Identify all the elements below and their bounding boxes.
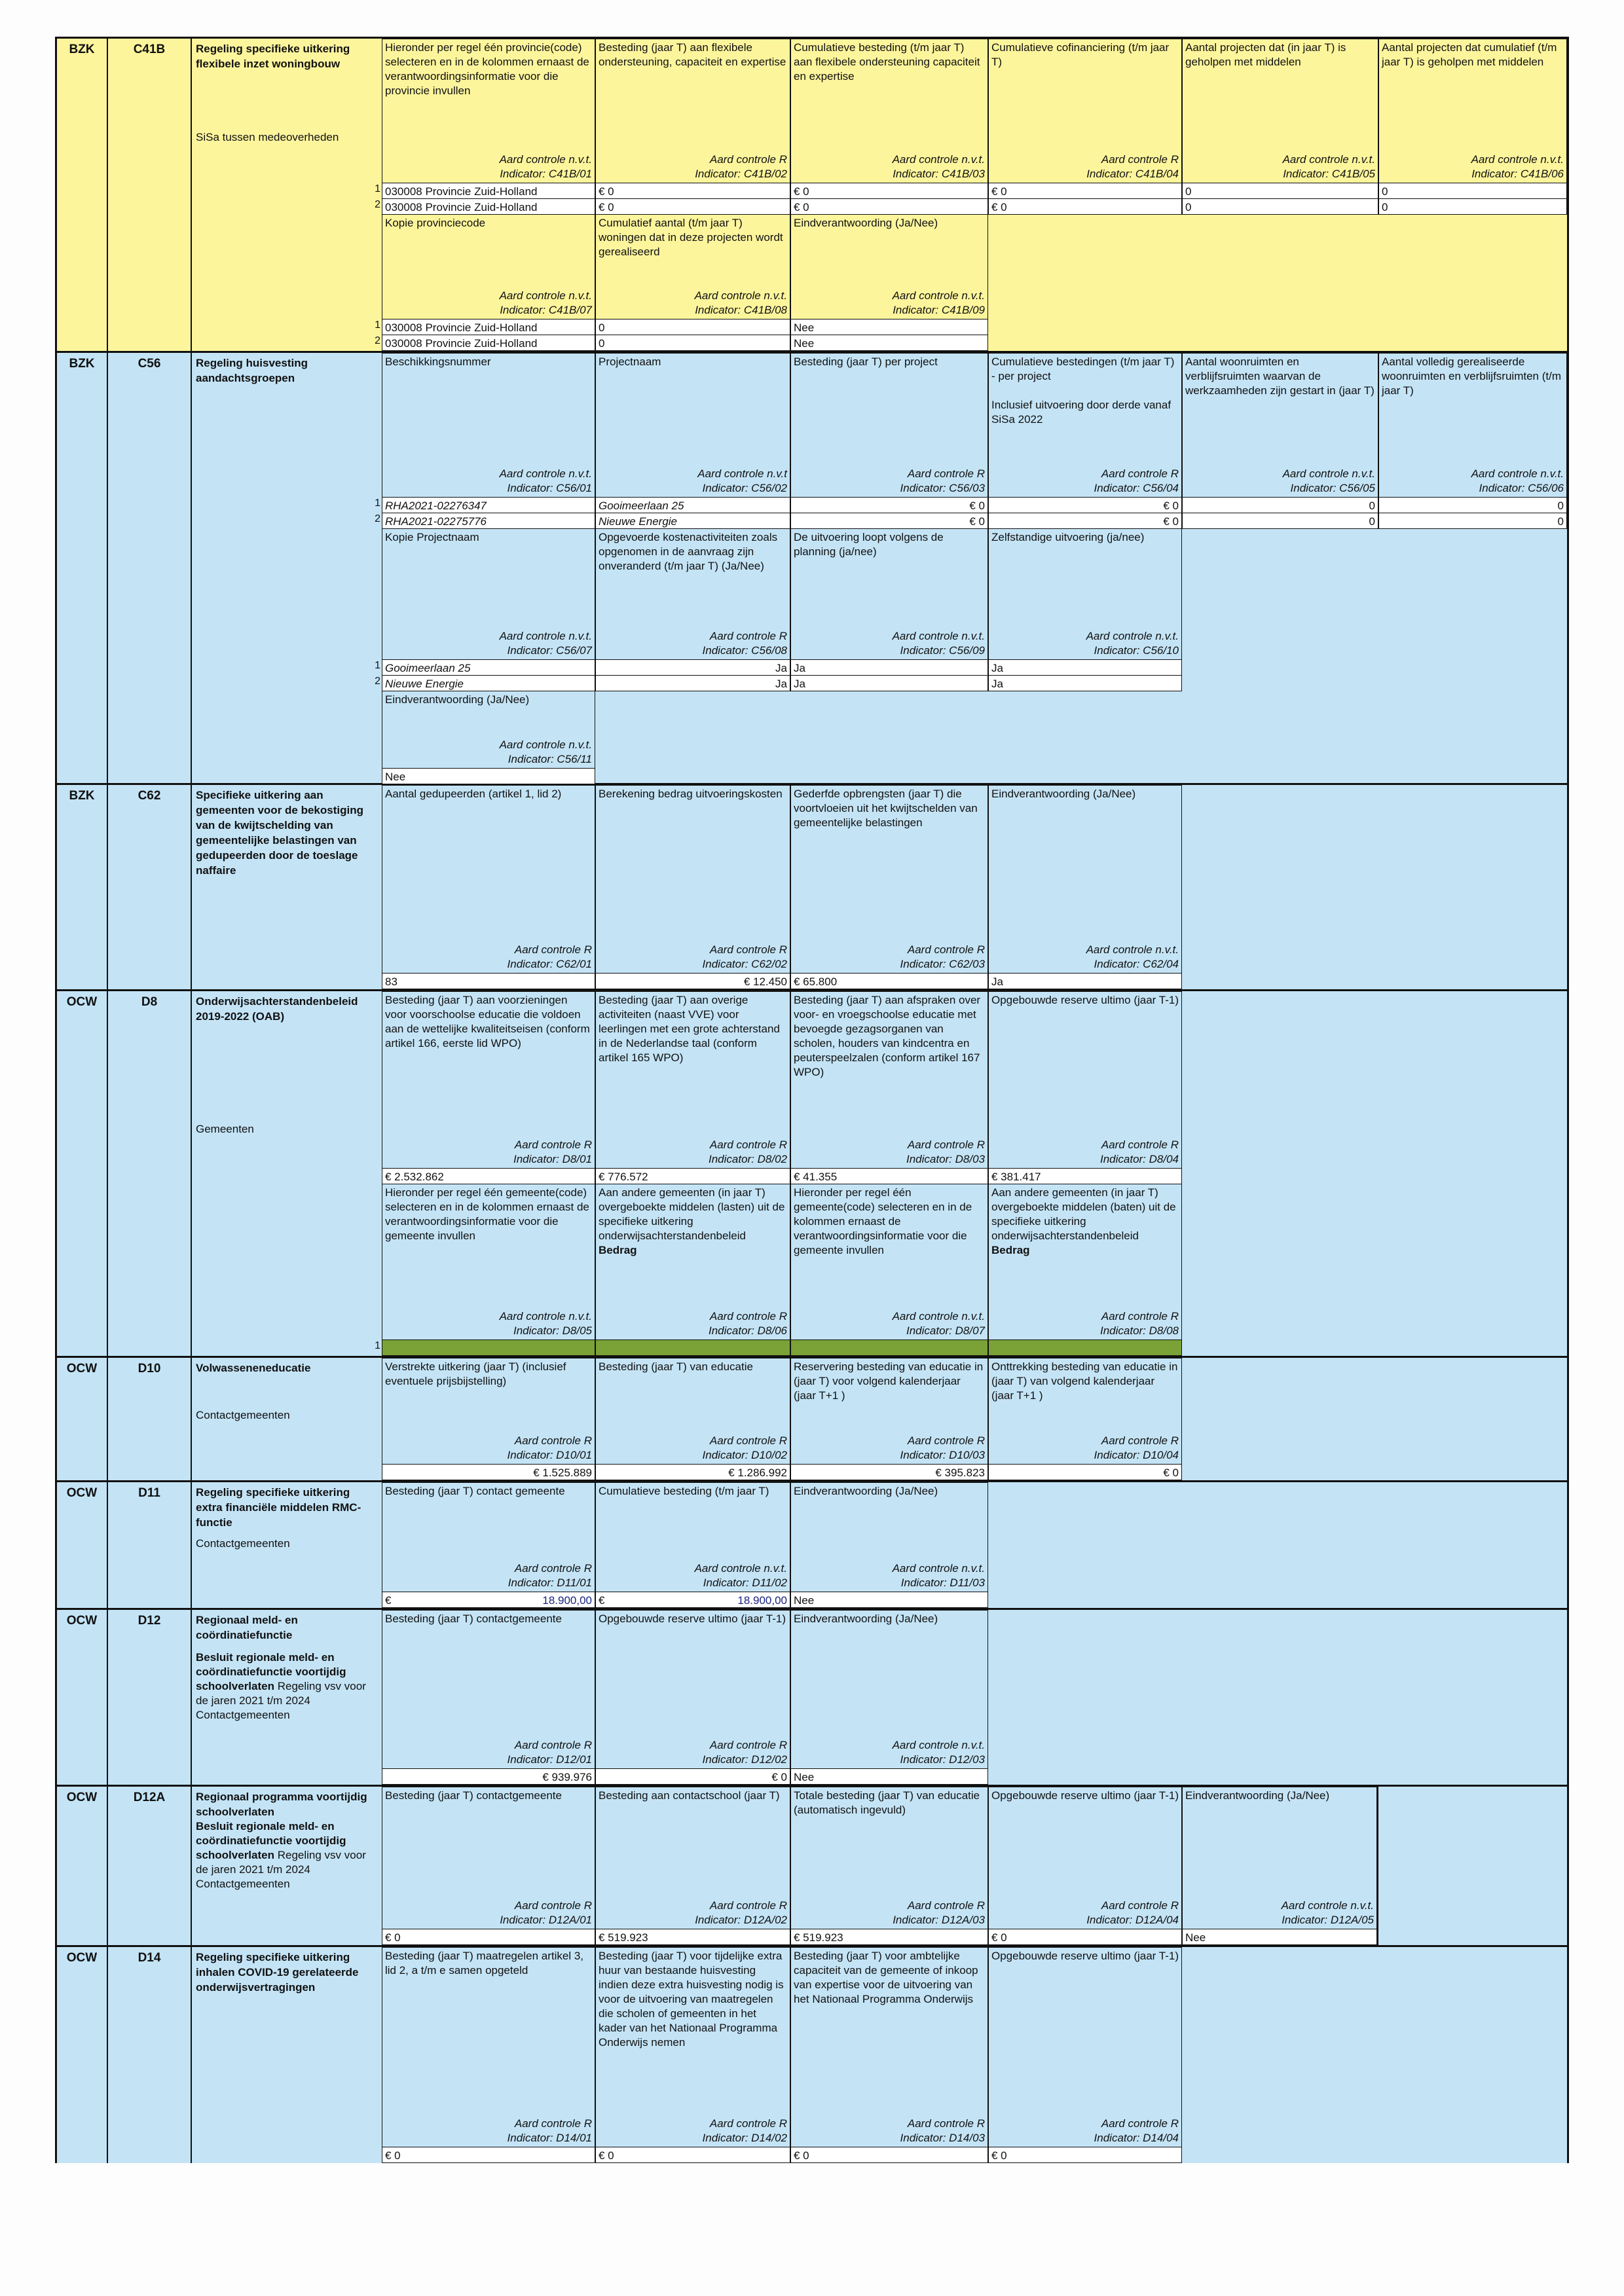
header-label: Kopie Projectnaam bbox=[385, 531, 479, 543]
control-info: Aard controle n.v.t. Indicator: C56/01 bbox=[499, 467, 592, 494]
value-cell[interactable]: € 0 bbox=[988, 198, 1182, 215]
value-cell[interactable]: 0 bbox=[1182, 497, 1378, 513]
header-label: Aantal projecten dat (in jaar T) is geholpen met middelen bbox=[1185, 41, 1346, 68]
column-header bbox=[790, 1787, 988, 1929]
control-info: Aard controle n.v.t. Indicator: C41B/06 bbox=[1471, 153, 1564, 180]
header-label: Besteding (jaar T) aan overige activiteiten (naast VVE) voor leerlingen met een grote achterstand in de Nederlandse taal (conform artikel 165 WPO) bbox=[599, 994, 780, 1064]
column-header bbox=[988, 991, 1182, 1168]
header-label: Gederfde opbrengsten (jaar T) die voortvloeien uit het kwijtschelden van gemeentelijke belastingen bbox=[794, 788, 978, 829]
header-label: Eindverantwoording (Ja/Nee) bbox=[991, 788, 1136, 800]
control-info: Aard controle R Indicator: D8/01 bbox=[513, 1139, 592, 1165]
municipality-select[interactable] bbox=[382, 1339, 595, 1356]
province-copy: 030008 Provincie Zuid-Holland bbox=[382, 319, 595, 335]
value-cell[interactable]: 0 bbox=[595, 335, 790, 351]
value-cell[interactable]: 0 bbox=[1182, 513, 1378, 529]
value-cell[interactable]: € 0 bbox=[382, 1929, 595, 1945]
column-header bbox=[790, 528, 988, 659]
value-cell[interactable]: € 0 bbox=[595, 183, 790, 199]
column-header bbox=[382, 1482, 595, 1592]
regulation-title-block bbox=[192, 1787, 382, 1945]
section-body bbox=[375, 991, 1567, 1356]
regulation-title: Specifieke uitkering aan gemeenten voor de bekostiging van de kwijtschelding van gemeentelijke belastingen van gedupeerden door de toeslage naffaire bbox=[196, 789, 363, 877]
amount: 18.900,00 bbox=[542, 1594, 592, 1607]
section-body bbox=[382, 1947, 1567, 2163]
header-label: Hieronder per regel één gemeente(code) selecteren en in de kolommen ernaast de verantwoordingsinformatie voor die gemeente invullen bbox=[794, 1186, 972, 1256]
column-header bbox=[988, 528, 1182, 659]
section-c41b bbox=[55, 39, 1569, 353]
column-header bbox=[790, 214, 988, 319]
value-cell[interactable]: € 0 bbox=[988, 497, 1182, 513]
regulation-code: C41B bbox=[108, 39, 192, 351]
header-label: Totale besteding (jaar T) van educatie (automatisch ingevuld) bbox=[794, 1789, 980, 1816]
control-info: Aard controle R Indicator: D14/03 bbox=[900, 2117, 985, 2144]
row-number: 1 bbox=[375, 498, 380, 509]
header-label: Cumulatieve besteding (t/m jaar T) bbox=[599, 1485, 769, 1497]
regulation-title-block bbox=[192, 785, 382, 909]
header-label: Aantal gedupeerden (artikel 1, lid 2) bbox=[385, 788, 562, 800]
header-label: Cumulatieve besteding (t/m jaar T) aan flexibele ondersteuning capaciteit en expertise bbox=[794, 41, 980, 82]
value-cell[interactable]: € 2.532.862 bbox=[382, 1168, 595, 1184]
value-cell[interactable]: Ja bbox=[595, 675, 790, 691]
column-header bbox=[382, 1184, 595, 1339]
value-cell: Gooimeerlaan 25 bbox=[382, 659, 595, 676]
value-cell[interactable]: € 65.800 bbox=[790, 973, 988, 989]
row-number: 1 bbox=[375, 183, 380, 194]
regulation-title: Regionaal programma voortijdig schoolverlaten bbox=[196, 1791, 367, 1818]
section-body bbox=[382, 1482, 1567, 1608]
column-header bbox=[382, 214, 595, 319]
value-cell[interactable]: Ja bbox=[988, 659, 1182, 676]
value-cell[interactable]: € 41.355 bbox=[790, 1168, 988, 1184]
province-select[interactable]: 030008 Provincie Zuid-Holland bbox=[382, 198, 595, 215]
regulation-title-block bbox=[192, 1610, 382, 1785]
row-number: 2 bbox=[375, 676, 380, 687]
control-info: Aard controle n.v.t. Indicator: C56/05 bbox=[1282, 467, 1375, 494]
currency-sign: € bbox=[599, 1594, 605, 1607]
control-info: Aard controle R Indicator: C62/03 bbox=[900, 943, 985, 970]
regulation-code: C56 bbox=[108, 353, 192, 783]
control-info: Aard controle R Indicator: D12/02 bbox=[702, 1739, 787, 1766]
header-label: Opgebouwde reserve ultimo (jaar T-1) bbox=[991, 1789, 1179, 1802]
column-header bbox=[790, 353, 988, 497]
header-label: Aantal volledig gerealiseerde woonruimten en verblijfsruimten (t/m jaar T) bbox=[1382, 355, 1561, 397]
row-number: 1 bbox=[375, 660, 380, 671]
value-cell[interactable]: 83 bbox=[382, 973, 595, 989]
column-header bbox=[595, 991, 790, 1168]
value-cell[interactable]: Nee bbox=[790, 319, 988, 335]
column-header bbox=[988, 353, 1182, 497]
column-header bbox=[988, 1184, 1182, 1339]
value-cell[interactable]: Nee bbox=[790, 335, 988, 351]
regulation-title: Regeling huisvesting aandachtsgroepen bbox=[196, 357, 308, 384]
regulation-code: D8 bbox=[108, 991, 192, 1356]
control-info: Aard controle n.v.t. Indicator: C41B/01 bbox=[499, 153, 592, 180]
header-label: Hieronder per regel één provincie(code) selecteren en in de kolommen ernaast de verantwoordingsinformatie voor die provincie invullen bbox=[385, 41, 589, 97]
value-cell[interactable]: Ja bbox=[790, 659, 988, 676]
ministry-code: OCW bbox=[57, 1947, 108, 2163]
header-label: Besteding (jaar T) aan voorzieningen voor voorschoolse educatie die voldoen aan de wettelijke kwaliteitseisen (conform artikel 166, eerste lid WPO) bbox=[385, 994, 590, 1049]
control-info: Aard controle n.v.t Indicator: C56/02 bbox=[697, 467, 787, 494]
value-cell[interactable]: Ja bbox=[988, 973, 1182, 989]
column-header bbox=[382, 353, 595, 497]
section-c62 bbox=[55, 785, 1569, 991]
section-body bbox=[382, 1610, 1567, 1785]
control-info: Aard controle R Indicator: D10/02 bbox=[702, 1434, 787, 1461]
column-header bbox=[595, 353, 790, 497]
value-cell[interactable]: € 0 bbox=[988, 183, 1182, 199]
header-label: Besteding (jaar T) van educatie bbox=[599, 1360, 753, 1373]
regulation-subtitle: Contactgemeenten bbox=[196, 1409, 290, 1421]
column-header bbox=[382, 39, 595, 183]
regulation-subtitle: Contactgemeenten bbox=[196, 1537, 290, 1550]
value-cell[interactable]: € 0 bbox=[595, 2147, 790, 2163]
column-header bbox=[382, 991, 595, 1168]
column-header bbox=[790, 785, 988, 973]
control-info: Aard controle R Indicator: D14/02 bbox=[702, 2117, 787, 2144]
regulation-title: Regeling specifieke uitkering flexibele inzet woningbouw bbox=[196, 43, 350, 70]
value-cell[interactable]: 0 bbox=[1182, 198, 1378, 215]
header-label: Aan andere gemeenten (in jaar T) overgeboekte middelen (lasten) uit de specifieke uitkering onderwijsachterstandenbeleid Bedrag bbox=[599, 1186, 785, 1256]
column-header bbox=[790, 1610, 988, 1768]
control-info: Aard controle R Indicator: D8/02 bbox=[708, 1139, 787, 1165]
header-label: Onttrekking besteding van educatie in (jaar T) van volgend kalenderjaar (jaar T+1 ) bbox=[991, 1360, 1178, 1402]
control-info: Aard controle R Indicator: D10/04 bbox=[1094, 1434, 1179, 1461]
header-label: Eindverantwoording (Ja/Nee) bbox=[794, 1613, 938, 1625]
value-cell[interactable]: 0 bbox=[1182, 183, 1378, 199]
control-info: Aard controle R Indicator: C62/01 bbox=[507, 943, 592, 970]
value-cell[interactable]: € 1.286.992 bbox=[595, 1464, 790, 1480]
control-info: Aard controle R Indicator: D11/01 bbox=[507, 1562, 592, 1589]
value-cell[interactable]: 0 bbox=[1378, 513, 1567, 529]
control-info: Aard controle R Indicator: D8/08 bbox=[1099, 1310, 1179, 1337]
regulation-title-block bbox=[192, 1482, 382, 1608]
value-cell[interactable]: Gooimeerlaan 25 bbox=[595, 497, 790, 513]
column-header bbox=[595, 1482, 790, 1592]
regulation-code: D10 bbox=[108, 1358, 192, 1480]
amount: 18.900,00 bbox=[737, 1594, 787, 1607]
column-header bbox=[1182, 1787, 1378, 1929]
header-label: Berekening bedrag uitvoeringskosten bbox=[599, 788, 783, 800]
province-select[interactable]: 030008 Provincie Zuid-Holland bbox=[382, 183, 595, 199]
column-header bbox=[382, 1358, 595, 1464]
column-header bbox=[988, 1358, 1182, 1464]
column-header bbox=[382, 1610, 595, 1768]
header-label: Besteding (jaar T) aan afspraken over voor- en vroegschoolse educatie met bevoegde gezagsorganen van scholen, houders van kindcentra en peuterspeelzalen (conform artikel 167 WPO) bbox=[794, 994, 981, 1078]
control-info: Aard controle R Indicator: D14/01 bbox=[507, 2117, 592, 2144]
column-header bbox=[790, 991, 988, 1168]
column-header bbox=[790, 1358, 988, 1464]
value-cell[interactable] bbox=[595, 1339, 790, 1356]
value-cell[interactable]: € 0 bbox=[790, 513, 988, 529]
value-cell[interactable]: € 0 bbox=[790, 2147, 988, 2163]
province-copy: 030008 Provincie Zuid-Holland bbox=[382, 335, 595, 351]
header-label: Besteding (jaar T) contactgemeente bbox=[385, 1789, 562, 1802]
header-label: Aantal woonruimten en verblijfsruimten waarvan de werkzaamheden zijn gestart in (jaar T) bbox=[1185, 355, 1375, 397]
header-label: Hieronder per regel één gemeente(code) selecteren en in de kolommen ernaast de verantwoordingsinformatie voor die gemeente invullen bbox=[385, 1186, 589, 1242]
header-label: Besteding (jaar T) voor ambtelijke capaciteit van de gemeente of inkoop van expertise voor de uitvoering van het Nationaal Programma Onderwijs bbox=[794, 1950, 978, 2005]
header-label: Opgevoerde kostenactiviteiten zoals opgenomen in de aanvraag zijn onveranderd (t/m jaar T) (Ja/Nee) bbox=[599, 531, 778, 572]
value-cell[interactable]: Nee bbox=[790, 1592, 988, 1608]
header-label: Eindverantwoording (Ja/Nee) bbox=[385, 693, 530, 706]
header-label: Eindverantwoording (Ja/Nee) bbox=[794, 217, 938, 229]
regulation-title: Onderwijsachterstandenbeleid 2019-2022 (OAB) bbox=[196, 995, 358, 1023]
column-header bbox=[1378, 39, 1567, 183]
control-info: Aard controle R Indicator: C62/02 bbox=[702, 943, 787, 970]
control-info: Aard controle R Indicator: D10/01 bbox=[507, 1434, 592, 1461]
value-cell[interactable] bbox=[382, 1592, 595, 1608]
section-d8 bbox=[55, 991, 1569, 1358]
control-info: Aard controle R Indicator: C41B/04 bbox=[1086, 153, 1179, 180]
regulation-code: D14 bbox=[108, 1947, 192, 2163]
regulation-code: D12A bbox=[108, 1787, 192, 1945]
header-label: Verstrekte uitkering (jaar T) (inclusief eventuele prijsbijstelling) bbox=[385, 1360, 566, 1387]
sisa-table bbox=[55, 37, 1569, 2163]
value-cell[interactable]: Nee bbox=[382, 768, 595, 784]
regulation-code: C62 bbox=[108, 785, 192, 989]
value-cell[interactable]: € 0 bbox=[595, 1768, 790, 1785]
value-cell[interactable]: € 12.450 bbox=[595, 973, 790, 989]
column-header bbox=[988, 1947, 1182, 2147]
value-cell[interactable]: € 0 bbox=[988, 1464, 1182, 1480]
regulation-subtitle: Gemeenten bbox=[196, 1123, 254, 1135]
value-cell[interactable]: 0 bbox=[1378, 497, 1567, 513]
header-label: Besteding (jaar T) maatregelen artikel 3, lid 2, a t/m e samen opgeteld bbox=[385, 1950, 584, 1977]
section-d12a bbox=[55, 1787, 1569, 1947]
value-cell[interactable]: 0 bbox=[1378, 183, 1567, 199]
regulation-title: Regionaal meld- en coördinatiefunctie bbox=[196, 1614, 298, 1641]
ministry-code: BZK bbox=[57, 785, 108, 989]
control-info: Aard controle R Indicator: D8/06 bbox=[708, 1310, 787, 1337]
value-cell[interactable]: RHA2021-02276347 bbox=[382, 497, 595, 513]
row-number: 2 bbox=[375, 513, 380, 524]
control-info: Aard controle R Indicator: D8/03 bbox=[906, 1139, 985, 1165]
column-header bbox=[595, 1947, 790, 2147]
control-info: Aard controle R Indicator: C56/08 bbox=[702, 630, 787, 657]
header-label: Cumulatief aantal (t/m jaar T) woningen dat in deze projecten wordt gerealiseerd bbox=[599, 217, 783, 258]
column-header bbox=[1182, 39, 1378, 183]
ministry-code: OCW bbox=[57, 1610, 108, 1785]
value-cell: Nieuwe Energie bbox=[382, 675, 595, 691]
column-header bbox=[1182, 353, 1378, 497]
header-label: Opgebouwde reserve ultimo (jaar T-1) bbox=[599, 1613, 786, 1625]
value-cell[interactable]: RHA2021-02275776 bbox=[382, 513, 595, 529]
regulation-title-block bbox=[192, 991, 382, 1356]
header-label: Aantal projecten dat cumulatief (t/m jaar T) is geholpen met middelen bbox=[1382, 41, 1557, 68]
header-label: Besteding (jaar T) voor tijdelijke extra huur van bestaande huisvesting indien deze extra huisvesting nodig is voor de uitvoering van maatregelen die scholen of gemeenten in het kader van het Nationaal Programma Onderwijs nemen bbox=[599, 1950, 784, 2049]
ministry-code: BZK bbox=[57, 353, 108, 783]
regulation-title-block bbox=[192, 353, 382, 783]
section-d11 bbox=[55, 1482, 1569, 1610]
regulation-title-block bbox=[192, 1358, 382, 1480]
value-cell[interactable]: € 519.923 bbox=[595, 1929, 790, 1945]
value-cell[interactable]: € 0 bbox=[790, 497, 988, 513]
control-info: Aard controle R Indicator: D10/03 bbox=[900, 1434, 985, 1461]
control-info: Aard controle n.v.t. Indicator: C56/09 bbox=[892, 630, 985, 657]
control-info: Aard controle R Indicator: C56/04 bbox=[1094, 467, 1179, 494]
row-number: 2 bbox=[375, 199, 380, 210]
header-label: Besteding (jaar T) per project bbox=[794, 355, 938, 368]
section-d14 bbox=[55, 1947, 1569, 2163]
header-label: Opgebouwde reserve ultimo (jaar T-1) bbox=[991, 994, 1179, 1006]
control-info: Aard controle n.v.t. Indicator: C56/07 bbox=[499, 630, 592, 657]
control-info: Aard controle n.v.t. Indicator: D12A/05 bbox=[1281, 1899, 1374, 1926]
regulation-basis: Besluit regionale meld- en coördinatiefunctie voortijdig schoolverlaten Regeling vsv voor de jaren 2021 t/m 2024 Contactgemeenten bbox=[196, 1651, 366, 1721]
column-header bbox=[595, 39, 790, 183]
header-label: De uitvoering loopt volgens de planning (ja/nee) bbox=[794, 531, 944, 558]
control-info: Aard controle R Indicator: D12A/02 bbox=[695, 1899, 787, 1926]
section-body bbox=[382, 1787, 1567, 1945]
value-cell[interactable]: € 0 bbox=[790, 198, 988, 215]
control-info: Aard controle n.v.t. Indicator: C41B/05 bbox=[1282, 153, 1375, 180]
header-label: Cumulatieve bestedingen (t/m jaar T) - per project Inclusief uitvoering door derde vanaf SiSa 2022 bbox=[991, 355, 1175, 426]
column-header bbox=[790, 39, 988, 183]
header-label: Besteding (jaar T) contactgemeente bbox=[385, 1613, 562, 1625]
regulation-title-block bbox=[192, 39, 382, 351]
control-info: Aard controle n.v.t. Indicator: D12/03 bbox=[892, 1739, 985, 1766]
value-cell[interactable]: € 0 bbox=[988, 1929, 1182, 1945]
header-label: Cumulatieve cofinanciering (t/m jaar T) bbox=[991, 41, 1170, 68]
header-label: Besteding aan contactschool (jaar T) bbox=[599, 1789, 780, 1802]
value-cell[interactable]: Nee bbox=[790, 1768, 988, 1785]
header-label: Opgebouwde reserve ultimo (jaar T-1) bbox=[991, 1950, 1179, 1962]
header-label: Besteding (jaar T) contact gemeente bbox=[385, 1485, 565, 1497]
regulation-title: Regeling specifieke uitkering inhalen COVID-19 gerelateerde onderwijsvertragingen bbox=[196, 1951, 359, 1994]
header-label: Reservering besteding van educatie in (jaar T) voor volgend kalenderjaar (jaar T+1 ) bbox=[794, 1360, 984, 1402]
section-d12 bbox=[55, 1610, 1569, 1787]
value-cell[interactable]: € 0 bbox=[382, 2147, 595, 2163]
value-cell[interactable]: 0 bbox=[595, 319, 790, 335]
column-header bbox=[1378, 353, 1567, 497]
row-number: 1 bbox=[375, 319, 380, 331]
value-cell[interactable]: € 0 bbox=[595, 198, 790, 215]
column-header bbox=[595, 785, 790, 973]
control-info: Aard controle R Indicator: D12A/04 bbox=[1086, 1899, 1179, 1926]
column-header bbox=[988, 1787, 1182, 1929]
section-c56 bbox=[55, 353, 1569, 785]
control-info: Aard controle n.v.t. Indicator: C41B/03 bbox=[892, 153, 985, 180]
control-info: Aard controle R Indicator: D12A/03 bbox=[893, 1899, 985, 1926]
control-info: Aard controle n.v.t. Indicator: D11/02 bbox=[694, 1562, 787, 1589]
section-body bbox=[375, 39, 1567, 351]
control-info: Aard controle R Indicator: D12/01 bbox=[507, 1739, 592, 1766]
value-cell[interactable]: Nieuwe Energie bbox=[595, 513, 790, 529]
control-info: Aard controle R Indicator: C56/03 bbox=[900, 467, 985, 494]
control-info: Aard controle n.v.t. Indicator: C41B/07 bbox=[499, 289, 592, 316]
value-cell[interactable]: Nee bbox=[1182, 1929, 1378, 1945]
regulation-code: D12 bbox=[108, 1610, 192, 1785]
value-cell[interactable]: € 0 bbox=[988, 2147, 1182, 2163]
value-cell[interactable]: € 381.417 bbox=[988, 1168, 1182, 1184]
value-cell[interactable]: Ja bbox=[988, 675, 1182, 691]
ministry-code: OCW bbox=[57, 1482, 108, 1608]
column-header bbox=[595, 1184, 790, 1339]
value-cell[interactable]: € 1.525.889 bbox=[382, 1464, 595, 1480]
column-header bbox=[382, 691, 595, 768]
municipality-select[interactable] bbox=[790, 1339, 988, 1356]
control-info: Aard controle n.v.t. Indicator: C41B/09 bbox=[892, 289, 985, 316]
control-info: Aard controle R Indicator: C41B/02 bbox=[695, 153, 787, 180]
regulation-title-block bbox=[192, 1947, 382, 2163]
section-body bbox=[375, 353, 1567, 783]
ministry-code: BZK bbox=[57, 39, 108, 351]
regulation-code: D11 bbox=[108, 1482, 192, 1608]
section-body bbox=[382, 785, 1567, 989]
value-cell[interactable]: € 939.976 bbox=[382, 1768, 595, 1785]
header-label: Kopie provinciecode bbox=[385, 217, 486, 229]
header-label: Beschikkingsnummer bbox=[385, 355, 491, 368]
regulation-basis: Besluit regionale meld- en coördinatiefunctie voortijdig schoolverlaten Regeling vsv voor de jaren 2021 t/m 2024 Contactgemeenten bbox=[196, 1820, 366, 1890]
header-label: Zelfstandige uitvoering (ja/nee) bbox=[991, 531, 1145, 543]
value-cell[interactable]: Ja bbox=[595, 659, 790, 676]
header-label: Eindverantwoording (Ja/Nee) bbox=[794, 1485, 938, 1497]
column-header bbox=[988, 39, 1182, 183]
column-header bbox=[988, 785, 1182, 973]
section-d10 bbox=[55, 1358, 1569, 1482]
regulation-title: Volwasseneneducatie bbox=[196, 1362, 311, 1374]
value-cell[interactable]: Ja bbox=[790, 675, 988, 691]
column-header bbox=[595, 528, 790, 659]
control-info: Aard controle R Indicator: D8/04 bbox=[1099, 1139, 1179, 1165]
ministry-code: OCW bbox=[57, 1358, 108, 1480]
section-body bbox=[382, 1358, 1567, 1480]
row-number: 1 bbox=[375, 1340, 380, 1351]
column-header bbox=[790, 1184, 988, 1339]
column-header bbox=[595, 1787, 790, 1929]
row-number: 2 bbox=[375, 335, 380, 346]
ministry-code: OCW bbox=[57, 991, 108, 1356]
column-header bbox=[382, 528, 595, 659]
control-info: Aard controle n.v.t. Indicator: C56/06 bbox=[1471, 467, 1564, 494]
value-cell[interactable]: € 776.572 bbox=[595, 1168, 790, 1184]
control-info: Aard controle R Indicator: D12A/01 bbox=[500, 1899, 592, 1926]
column-header bbox=[595, 1610, 790, 1768]
control-info: Aard controle n.v.t. Indicator: D8/07 bbox=[892, 1310, 985, 1337]
header-label: Besteding (jaar T) aan flexibele ondersteuning, capaciteit en expertise bbox=[599, 41, 786, 68]
column-header bbox=[790, 1947, 988, 2147]
control-info: Aard controle n.v.t. Indicator: C62/04 bbox=[1086, 943, 1179, 970]
control-info: Aard controle n.v.t. Indicator: C56/11 bbox=[499, 738, 592, 765]
column-header bbox=[382, 785, 595, 973]
value-cell[interactable]: € 0 bbox=[988, 513, 1182, 529]
column-header bbox=[595, 214, 790, 319]
regulation-subtitle: SiSa tussen medeoverheden bbox=[196, 131, 339, 143]
column-header bbox=[790, 1482, 988, 1592]
currency-sign: € bbox=[385, 1594, 392, 1607]
control-info: Aard controle n.v.t. Indicator: D11/03 bbox=[892, 1562, 985, 1589]
value-cell[interactable] bbox=[595, 1592, 790, 1608]
header-label: Projectnaam bbox=[599, 355, 661, 368]
column-header bbox=[382, 1787, 595, 1929]
column-header bbox=[595, 1358, 790, 1464]
value-cell[interactable] bbox=[988, 1339, 1182, 1356]
value-cell[interactable]: 0 bbox=[1378, 198, 1567, 215]
column-header bbox=[382, 1947, 595, 2147]
value-cell[interactable]: € 0 bbox=[790, 183, 988, 199]
value-cell[interactable]: € 395.823 bbox=[790, 1464, 988, 1480]
ministry-code: OCW bbox=[57, 1787, 108, 1945]
control-info: Aard controle R Indicator: D14/04 bbox=[1094, 2117, 1179, 2144]
value-cell: € 519.923 bbox=[790, 1929, 988, 1945]
control-info: Aard controle n.v.t. Indicator: C56/10 bbox=[1086, 630, 1179, 657]
control-info: Aard controle n.v.t. Indicator: C41B/08 bbox=[694, 289, 787, 316]
control-info: Aard controle n.v.t. Indicator: D8/05 bbox=[499, 1310, 592, 1337]
regulation-title: Regeling specifieke uitkering extra financiële middelen RMC-functie bbox=[196, 1486, 361, 1529]
header-label: Eindverantwoording (Ja/Nee) bbox=[1185, 1789, 1330, 1802]
header-label: Aan andere gemeenten (in jaar T) overgeboekte middelen (baten) uit de specifieke uitkering onderwijsachterstandenbeleid Bedrag bbox=[991, 1186, 1176, 1256]
